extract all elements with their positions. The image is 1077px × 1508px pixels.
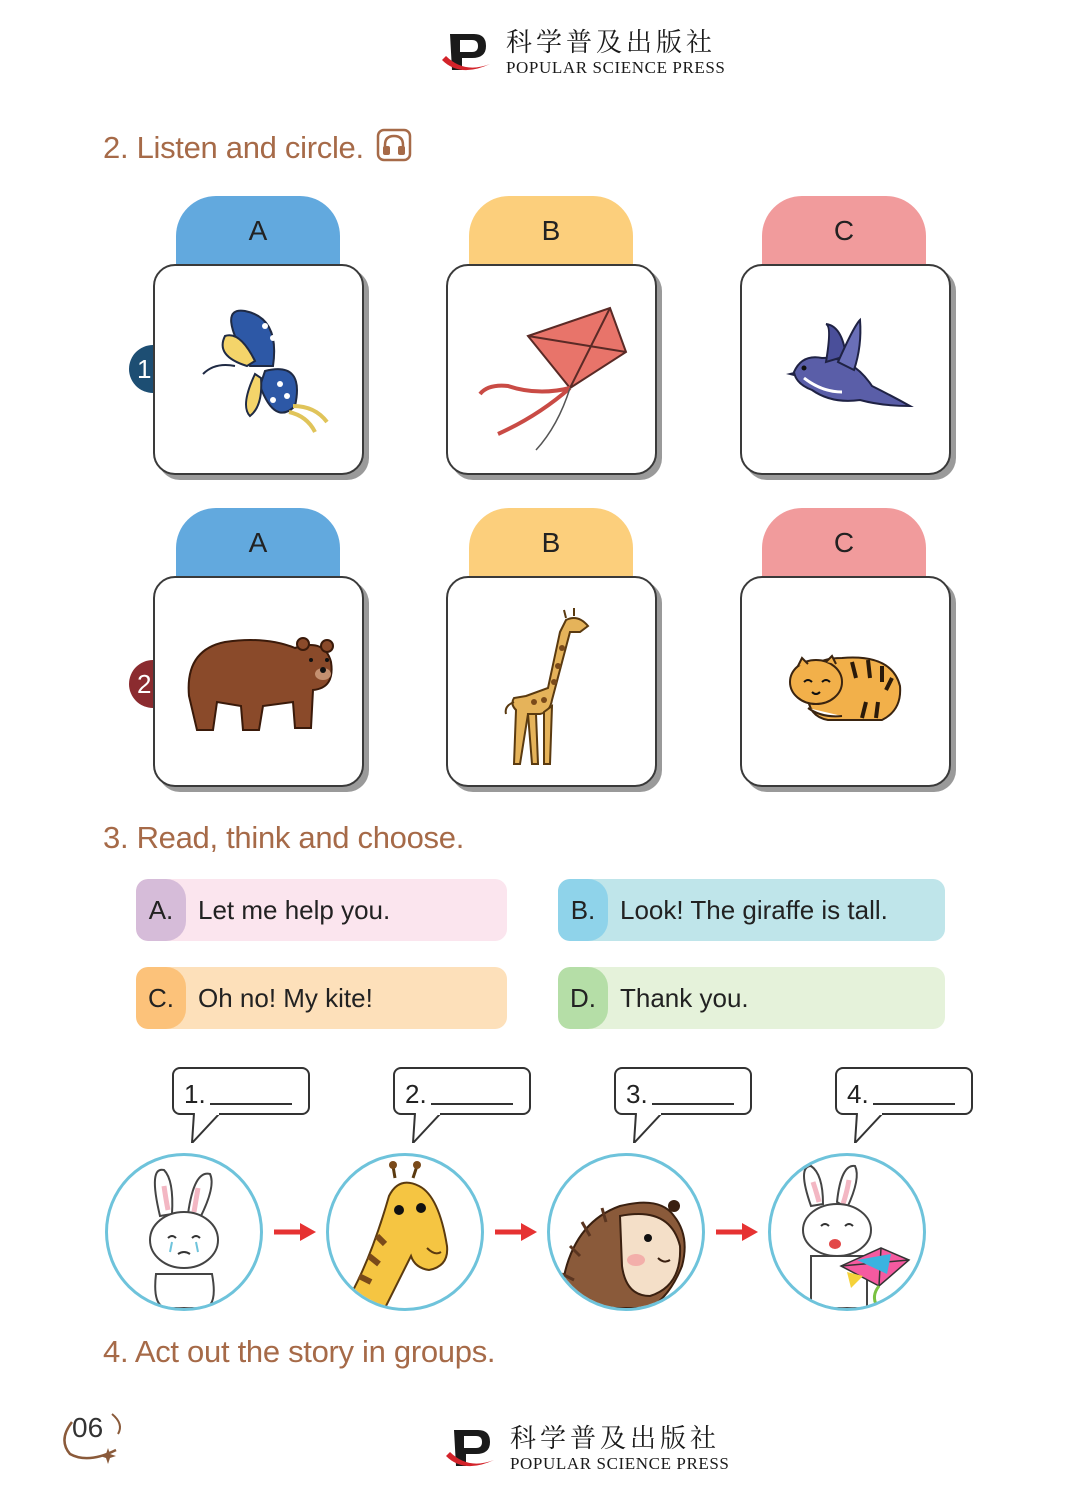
option-letter: C. bbox=[136, 967, 186, 1029]
answer-bubble-1[interactable]: 1. bbox=[172, 1067, 310, 1115]
page-number bbox=[58, 1410, 128, 1466]
picture-card-bird[interactable] bbox=[740, 264, 951, 475]
option-tab-a[interactable]: A bbox=[176, 508, 340, 578]
answer-blank[interactable] bbox=[873, 1077, 955, 1105]
story-picture-crying-rabbit bbox=[105, 1153, 263, 1311]
answer-bubble-2[interactable]: 2. bbox=[393, 1067, 531, 1115]
option-letter: D. bbox=[558, 967, 608, 1029]
crying-rabbit-image bbox=[108, 1156, 260, 1308]
option-tab-b[interactable]: B bbox=[469, 196, 633, 266]
option-tab-c[interactable]: C bbox=[762, 196, 926, 266]
publisher-name-cn: 科学普及出版社 bbox=[510, 1424, 721, 1454]
bubble-tail bbox=[853, 1113, 899, 1143]
option-letter: A. bbox=[136, 879, 186, 941]
picture-card-giraffe[interactable] bbox=[446, 576, 657, 787]
answer-bubble-4[interactable]: 4. bbox=[835, 1067, 973, 1115]
bear-image bbox=[155, 578, 362, 785]
giraffe-image bbox=[448, 578, 655, 785]
publisher-name-en: POPULAR SCIENCE PRESS bbox=[506, 58, 726, 77]
story-picture-giraffe bbox=[326, 1153, 484, 1311]
publisher-header bbox=[440, 28, 726, 78]
bubble-tail bbox=[411, 1113, 457, 1143]
section3-heading: 3. Read, think and choose. bbox=[103, 820, 465, 855]
option-text: Look! The giraffe is tall. bbox=[620, 894, 888, 925]
answer-blank[interactable] bbox=[652, 1077, 734, 1105]
option-text: Thank you. bbox=[620, 982, 749, 1013]
publisher-name-cn: 科学普及出版社 bbox=[506, 28, 717, 58]
option-tab-c[interactable]: C bbox=[762, 508, 926, 578]
picture-card-bear[interactable] bbox=[153, 576, 364, 787]
butterfly-image bbox=[155, 266, 362, 473]
publisher-logo-icon bbox=[440, 30, 492, 76]
arrow-right-icon bbox=[272, 1221, 318, 1243]
bubble-tail bbox=[632, 1113, 678, 1143]
section4-heading: 4. Act out the story in groups. bbox=[103, 1334, 496, 1369]
option-tab-b[interactable]: B bbox=[469, 508, 633, 578]
kite-image bbox=[448, 266, 655, 473]
story-picture-rabbit-with-kite bbox=[768, 1153, 926, 1311]
publisher-logo-icon bbox=[444, 1426, 496, 1472]
tiger-image bbox=[742, 578, 949, 785]
option-b[interactable] bbox=[558, 879, 945, 941]
page-number-text: 06 bbox=[72, 1412, 104, 1443]
option-c[interactable] bbox=[136, 967, 507, 1029]
story-picture-hedgehog bbox=[547, 1153, 705, 1311]
picture-card-kite[interactable] bbox=[446, 264, 657, 475]
option-a[interactable] bbox=[136, 879, 507, 941]
headphones-icon bbox=[376, 128, 412, 162]
picture-card-tiger[interactable] bbox=[740, 576, 951, 787]
option-text: Let me help you. bbox=[198, 894, 391, 925]
answer-blank[interactable] bbox=[210, 1077, 292, 1105]
row-number-badge: 2 bbox=[129, 660, 169, 708]
hedgehog-image bbox=[550, 1156, 702, 1308]
answer-blank[interactable] bbox=[431, 1077, 513, 1105]
option-d[interactable] bbox=[558, 967, 945, 1029]
answer-bubble-3[interactable]: 3. bbox=[614, 1067, 752, 1115]
option-text: Oh no! My kite! bbox=[198, 982, 373, 1013]
arrow-right-icon bbox=[714, 1221, 760, 1243]
giraffe-face-image bbox=[329, 1156, 481, 1308]
arrow-right-icon bbox=[493, 1221, 539, 1243]
publisher-footer bbox=[444, 1424, 730, 1474]
section2-heading: 2. Listen and circle. bbox=[103, 128, 412, 166]
rabbit-with-kite-image bbox=[771, 1156, 923, 1308]
bubble-tail bbox=[190, 1113, 236, 1143]
option-letter: B. bbox=[558, 879, 608, 941]
option-tab-a[interactable]: A bbox=[176, 196, 340, 266]
publisher-name-en: POPULAR SCIENCE PRESS bbox=[510, 1454, 730, 1473]
row-number-badge: 1 bbox=[129, 345, 169, 393]
bird-image bbox=[742, 266, 949, 473]
picture-card-butterfly[interactable] bbox=[153, 264, 364, 475]
